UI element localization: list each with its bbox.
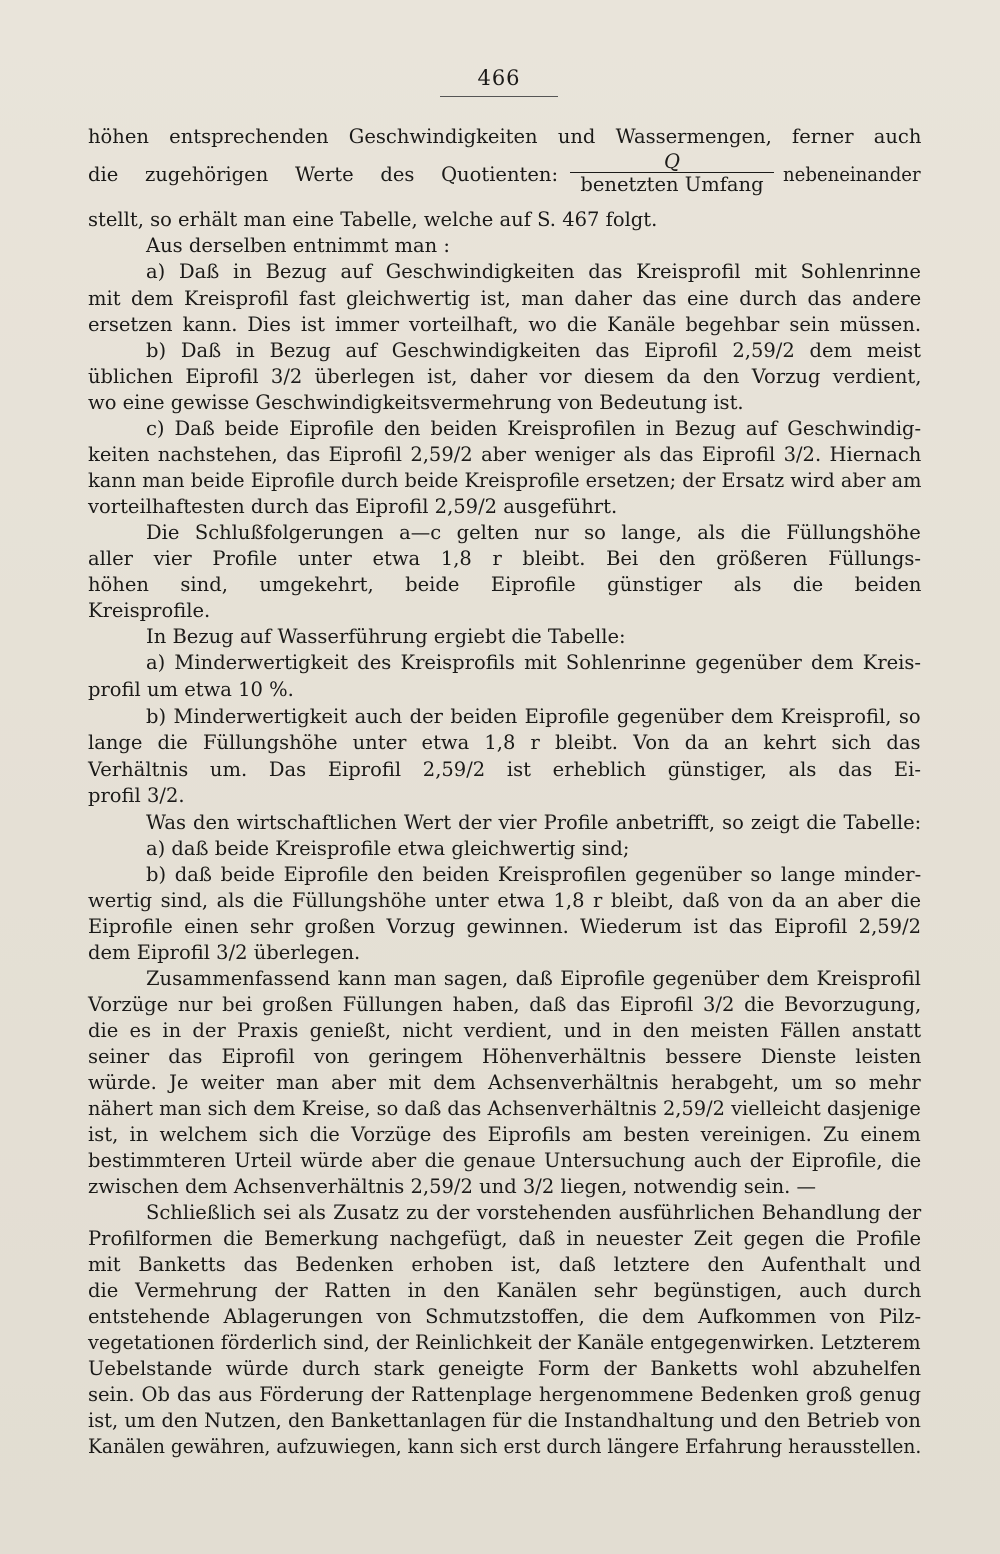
text-line: Profilformen die Bemerkung nachgefügt, daß in neuester Zeit gegen die Profile bbox=[88, 1227, 921, 1250]
text-line: wo eine gewisse Geschwindigkeitsvermehrung von Bedeutung ist. bbox=[88, 391, 744, 414]
text-line: die zugehörigen Werte des Quotienten: bbox=[88, 163, 559, 186]
text-line: Eiprofile einen sehr großen Vorzug gewinnen. Wiederum ist das Eiprofil 2,59/2 bbox=[88, 915, 922, 938]
text-line: Zusammenfassend kann man sagen, daß Eiprofile gegenüber dem Kreisprofil bbox=[146, 967, 921, 990]
text-line: kann man beide Eiprofile durch beide Kreisprofile ersetzen; der Ersatz wird aber am bbox=[88, 469, 922, 492]
text-line: seiner das Eiprofil von geringem Höhenverhältnis bessere Dienste leisten bbox=[88, 1045, 922, 1068]
text-line: Schließlich sei als Zusatz zu der vorstehenden ausführlichen Behandlung der bbox=[146, 1201, 922, 1224]
text-line: würde. Je weiter man aber mit dem Achsenverhältnis herabgeht, um so mehr bbox=[88, 1071, 921, 1094]
text-line: ist, in welchem sich die Vorzüge des Eiprofils am besten vereinigen. Zu einem bbox=[88, 1123, 921, 1146]
text-line: Kreisprofile. bbox=[88, 599, 211, 622]
fraction-denominator: benetzten Umfang bbox=[580, 173, 764, 196]
text-line: aller vier Profile unter etwa 1,8 r bleibt. Bei den größeren Füllungs- bbox=[88, 547, 922, 570]
text-line: In Bezug auf Wasserführung ergiebt die Tabelle: bbox=[146, 625, 626, 648]
text-line: entstehende Ablagerungen von Schmutzstoffen, die dem Aufkommen von Pilz- bbox=[88, 1305, 922, 1328]
text-line: dem Eiprofil 3/2 überlegen. bbox=[88, 941, 361, 964]
text-line: Vorzüge nur bei großen Füllungen haben, daß das Eiprofil 3/2 die Bevorzugung, bbox=[88, 993, 922, 1016]
page-number: 466 bbox=[477, 66, 521, 90]
text-line: ist, um den Nutzen, den Bankettanlagen für die Instandhaltung und den Betrieb von bbox=[88, 1409, 921, 1432]
text-line: höhen sind, umgekehrt, beide Eiprofile günstiger als die beiden bbox=[88, 573, 922, 596]
text-line: keiten nachstehen, das Eiprofil 2,59/2 aber weniger als das Eiprofil 3/2. Hiernach bbox=[88, 443, 922, 466]
text-line: a) Daß in Bezug auf Geschwindigkeiten das Kreisprofil mit Sohlenrinne bbox=[146, 260, 921, 283]
text-line: nähert man sich dem Kreise, so daß das Achsenverhältnis 2,59/2 vielleicht dasjenige bbox=[88, 1097, 921, 1120]
text-line: Was den wirtschaftlichen Wert der vier Profile anbetrifft, so zeigt die Tabelle: bbox=[146, 811, 922, 834]
text-line: sein. Ob das aus Förderung der Rattenplage hergenommene Bedenken groß genug bbox=[88, 1383, 921, 1406]
text-line: a) daß beide Kreisprofile etwa gleichwertig sind; bbox=[146, 837, 630, 860]
text-line: c) Daß beide Eiprofile den beiden Kreisprofilen in Bezug auf Geschwindig- bbox=[146, 417, 922, 440]
text-line: stellt, so erhält man eine Tabelle, welche auf S. 467 folgt. bbox=[88, 208, 658, 231]
text-line: mit Banketts das Bedenken erhoben ist, daß letztere den Aufenthalt und bbox=[88, 1253, 922, 1276]
text-line: ersetzen kann. Dies ist immer vorteilhaft, wo die Kanäle begehbar sein müssen. bbox=[88, 313, 922, 336]
text-line: vegetationen förderlich sind, der Reinlichkeit der Kanäle entgegenwirken. Letzterem bbox=[88, 1331, 921, 1354]
text-line: bestimmteren Urteil würde aber die genaue Untersuchung auch der Eiprofile, die bbox=[88, 1149, 922, 1172]
text-line: profil um etwa 10 %. bbox=[88, 678, 294, 701]
text-line: die es in der Praxis genießt, nicht verdient, und in den meisten Fällen anstatt bbox=[88, 1019, 922, 1042]
text-line: b) daß beide Eiprofile den beiden Kreisprofilen gegenüber so lange minder- bbox=[146, 863, 922, 886]
text-line: Die Schlußfolgerungen a—c gelten nur so lange, als die Füllungshöhe bbox=[146, 521, 921, 544]
text-line: zwischen dem Achsenverhältnis 2,59/2 und 3/2 liegen, notwendig sein. — bbox=[88, 1175, 817, 1198]
text-line: üblichen Eiprofil 3/2 überlegen ist, daher vor diesem da den Vorzug verdient, bbox=[88, 365, 922, 388]
text-line: vorteilhaftesten durch das Eiprofil 2,59/2 ausgeführt. bbox=[88, 495, 618, 518]
header-rule bbox=[440, 96, 558, 97]
text-line: nebeneinander bbox=[783, 163, 921, 186]
text-line: Aus derselben entnimmt man : bbox=[146, 234, 450, 257]
text-line: Uebelstande würde durch stark geneigte Form der Banketts wohl abzuhelfen bbox=[88, 1357, 922, 1380]
text-line: wertig sind, als die Füllungshöhe unter etwa 1,8 r bleibt, daß von da an aber die bbox=[88, 889, 922, 912]
text-line: profil 3/2. bbox=[88, 784, 185, 807]
text-line: lange die Füllungshöhe unter etwa 1,8 r bleibt. Von da an kehrt sich das bbox=[88, 731, 921, 754]
text-line: b) Daß in Bezug auf Geschwindigkeiten das Eiprofil 2,59/2 dem meist bbox=[146, 339, 921, 362]
text-line: die Vermehrung der Ratten in den Kanälen sehr begünstigen, auch durch bbox=[88, 1279, 922, 1302]
text-line: mit dem Kreisprofil fast gleichwertig ist, man daher das eine durch das andere bbox=[88, 287, 922, 310]
text-line: Kanälen gewähren, aufzuwiegen, kann sich erst durch längere Erfahrung herausstellen. bbox=[88, 1435, 922, 1458]
text-line: a) Minderwertigkeit des Kreisprofils mit Sohlenrinne gegenüber dem Kreis- bbox=[146, 651, 922, 674]
text-line: b) Minderwertigkeit auch der beiden Eiprofile gegenüber dem Kreisprofil, so bbox=[146, 705, 921, 728]
fraction-numerator: Q bbox=[664, 150, 680, 173]
text-line: Verhältnis um. Das Eiprofil 2,59/2 ist erheblich günstiger, als das Ei- bbox=[88, 758, 921, 781]
text-line: höhen entsprechenden Geschwindigkeiten und Wassermengen, ferner auch bbox=[88, 125, 922, 148]
